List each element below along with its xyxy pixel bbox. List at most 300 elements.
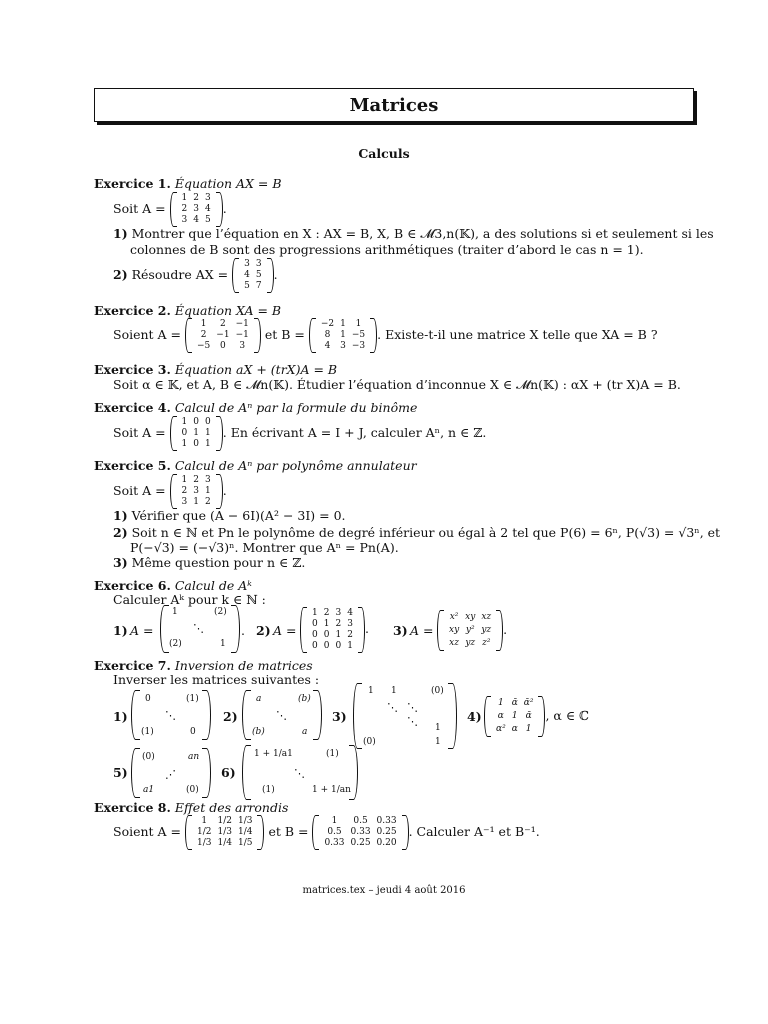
matrix-entry: 1 <box>323 618 330 629</box>
matrix-wrapper <box>437 610 503 651</box>
right-paren <box>216 416 223 451</box>
matrix-entry: 1 <box>368 686 374 696</box>
matrix-entry: −1 <box>235 319 249 329</box>
matrix-entry: 3 <box>244 259 250 269</box>
right-paren <box>402 815 409 850</box>
matrix-row <box>194 330 252 341</box>
question-number: 1) <box>113 508 128 523</box>
question-text: Montrer que l’équation en X : AX = B, X, B ∈ 𝓜3,n(𝕂), a des solutions si et seulement si les <box>131 226 714 241</box>
matrix-entry: 0 <box>193 417 200 427</box>
matrix-row <box>318 319 368 330</box>
matrix-entry: −5 <box>351 330 366 340</box>
matrix-row <box>241 259 264 270</box>
matrix-ex7-1 <box>131 690 211 740</box>
question-text: Vérifier que (A − 6I)(A² − 3I) = 0. <box>131 508 346 523</box>
matrix-A <box>185 318 261 353</box>
matrix-entry: an <box>188 752 200 762</box>
matrix-entry: 4 <box>205 204 211 214</box>
matrix-entry: a <box>256 694 262 704</box>
matrix-entry: 1 <box>172 607 178 617</box>
matrix-row <box>241 270 264 281</box>
question-text: Même question pour n ∈ ℤ. <box>131 555 306 570</box>
exercise-topic: Équation XA = B <box>174 303 282 318</box>
soit-label: Soit A = <box>113 425 166 440</box>
matrix-entry: yz <box>481 625 492 635</box>
matrix-entry: −1 <box>216 330 230 340</box>
matrix-table <box>321 816 399 849</box>
matrix-row <box>446 611 494 624</box>
matrix-entry: 3 <box>239 341 246 351</box>
matrix-entry: 1 <box>355 319 362 329</box>
matrix-entry: 1 <box>435 737 441 747</box>
exercise-topic: Équation aX + (trX)A = B <box>174 362 338 377</box>
matrix-entry: 1/3 <box>237 816 253 826</box>
part-number: 6) <box>221 765 236 780</box>
matrix-entry: a <box>302 727 308 737</box>
matrix-entry: 1 <box>347 640 353 651</box>
exercise-topic: Calcul de Aⁿ par polynôme annulateur <box>174 458 417 473</box>
exercise-1-matrix-line: Soit A = 1 2 3 2 3 4 3 4 5 . <box>113 193 227 225</box>
matrix-entry: 4 <box>193 215 200 225</box>
matrix-A <box>170 416 223 451</box>
matrix-row <box>194 816 255 827</box>
exercise-3-text: Soit α ∈ 𝕂, et A, B ∈ 𝓜n(𝕂). Étudier l’équation d’inconnue X ∈ 𝓜n(𝕂) : αX + (tr X)A = B. <box>113 377 681 392</box>
matrix-entry: 0 <box>312 629 318 640</box>
matrix-entry: 1 <box>193 428 200 438</box>
matrix-row <box>493 710 536 723</box>
matrix-row <box>318 341 368 352</box>
matrix-ex6-1 <box>160 605 240 653</box>
matrix-entry: 0 <box>190 727 196 737</box>
left-paren <box>242 690 251 740</box>
matrix-entry: (2) <box>214 607 227 617</box>
matrix-row <box>321 816 399 827</box>
matrix-entry: 5 <box>205 215 211 225</box>
matrix-entry: 3 <box>205 193 211 203</box>
part-number: 3) <box>332 709 347 724</box>
matrix-entry: 0.25 <box>350 838 371 848</box>
left-paren <box>185 815 192 850</box>
matrix-ex7-2 <box>242 690 322 740</box>
matrix-wrapper <box>300 607 365 653</box>
matrix-entry: 2 <box>181 204 188 214</box>
matrix-B <box>309 318 377 353</box>
matrix-entry: y² <box>465 625 475 635</box>
matrix-entry: 5 <box>244 281 250 291</box>
matrix-table <box>179 193 214 226</box>
matrix-entry: 5 <box>255 270 262 280</box>
title-box <box>94 88 694 122</box>
exercise-label: Exercice 8. <box>94 800 171 815</box>
matrix-row <box>179 193 214 204</box>
matrix-row <box>194 827 255 838</box>
left-paren <box>170 416 177 451</box>
matrix-entry: 1 + 1/a1 <box>254 749 293 759</box>
matrix-entry: 0 <box>312 618 318 629</box>
matrix-entry: 4 <box>324 341 331 351</box>
matrix-rhs <box>232 258 273 293</box>
part-number: 4) <box>467 709 482 724</box>
matrix-entry: 0.33 <box>350 827 371 837</box>
left-paren <box>309 318 316 353</box>
matrix-entry: 0.5 <box>353 816 368 826</box>
matrix-entry: 2 <box>193 475 200 485</box>
matrix-entry: 1 <box>391 686 397 696</box>
matrix-row <box>318 330 368 341</box>
left-paren <box>484 696 491 737</box>
matrix-entry: 1/3 <box>197 838 212 848</box>
matrix-entry: 0 <box>312 640 318 651</box>
matrix-entry: 1 <box>201 816 208 826</box>
exercise-8-statement <box>113 812 540 852</box>
matrix-entry: 1 <box>181 417 188 427</box>
exercise-label: Exercice 4. <box>94 400 171 415</box>
right-paren <box>448 683 457 749</box>
exercise-1-q1-line1 <box>113 226 714 241</box>
matrix-table <box>179 417 214 450</box>
matrix-table <box>194 319 252 352</box>
matrix-table <box>309 608 356 652</box>
soit-label: Soit A = <box>113 201 166 216</box>
matrix-entry: xy <box>465 612 476 622</box>
question-text: . Existe-t-il une matrice X telle que XA = B ? <box>377 327 658 342</box>
soient-label: Soient A = <box>113 327 182 342</box>
matrix-table <box>194 816 255 849</box>
matrix-entry: 2 <box>200 330 207 340</box>
matrix-entry: 1 <box>220 639 226 649</box>
document-title: Matrices <box>349 94 439 116</box>
matrix-entry: z² <box>482 638 491 648</box>
right-paren <box>496 610 503 651</box>
equation-label: A = <box>273 623 297 638</box>
matrix-entry: 1 <box>525 724 532 734</box>
matrix-row <box>321 827 399 838</box>
left-paren <box>131 748 140 798</box>
matrix-entry: 4 <box>347 607 353 618</box>
exercise-4-statement <box>113 414 486 451</box>
matrix-entry: 1 <box>511 711 518 721</box>
matrix-entry: (b) <box>298 694 311 704</box>
matrix-entry: (1) <box>326 749 339 759</box>
matrix-entry: 1 <box>181 475 188 485</box>
matrix-entry: (1) <box>262 785 275 795</box>
matrix-entry: 1/4 <box>237 827 253 837</box>
matrix-entry: 1 <box>200 319 207 329</box>
question-number: 2) <box>113 267 128 282</box>
matrix-row <box>493 697 536 710</box>
matrix-ex7-6 <box>242 745 358 800</box>
matrix-entry: ⋰ <box>165 768 176 781</box>
matrix-entry: (0) <box>142 752 155 762</box>
matrix-entry: 2 <box>323 607 330 618</box>
exercise-5-q2-line2: P(−√3) = (−√3)ⁿ. Montrer que Aⁿ = Pn(A). <box>130 540 399 555</box>
matrix-entry: (1) <box>141 727 154 737</box>
matrix-entry: 1 <box>340 330 346 340</box>
matrix-entry: 0 <box>323 640 330 651</box>
left-paren <box>185 318 192 353</box>
matrix-entry: 0.33 <box>376 816 397 826</box>
matrix-row <box>179 215 214 226</box>
matrix-row <box>179 497 214 508</box>
right-paren <box>254 318 261 353</box>
matrix-entry: 3 <box>181 497 188 507</box>
matrix-row <box>179 428 214 439</box>
matrix-entry: −5 <box>197 341 211 351</box>
matrix-entry: ⋱ <box>193 622 204 635</box>
matrix-entry: −2 <box>320 319 335 329</box>
matrix-entry: ⋱ <box>165 709 176 722</box>
matrix-entry: 1/2 <box>217 816 232 826</box>
matrix-A <box>185 815 264 850</box>
matrix-entry: 1/4 <box>217 838 232 848</box>
right-paren <box>257 815 264 850</box>
matrix-row <box>241 281 264 292</box>
exercise-6-header <box>94 578 252 593</box>
part-number: 3) <box>393 623 408 638</box>
exercise-topic: Effet des arrondis <box>174 800 289 815</box>
matrix-entry: 0.20 <box>376 838 397 848</box>
matrix-entry: 0 <box>205 417 211 427</box>
equation-label: A = <box>410 623 434 638</box>
matrix-table <box>241 259 264 292</box>
et-label: et B = <box>264 327 305 342</box>
matrix-entry: 0 <box>335 640 342 651</box>
matrix-entry: α <box>511 724 518 734</box>
matrix-entry: 3 <box>193 486 200 496</box>
matrix-entry: 0 <box>323 629 330 640</box>
matrix-entry: 1 <box>331 816 338 826</box>
matrix-row <box>194 341 252 352</box>
right-paren <box>313 690 322 740</box>
exercise-topic: Équation AX = B <box>174 176 282 191</box>
exercise-4-header <box>94 400 417 415</box>
exercise-5-q2-line1 <box>113 525 720 540</box>
left-paren <box>170 192 177 227</box>
left-paren <box>312 815 319 850</box>
page-footer: matrices.tex – jeudi 4 août 2016 <box>302 885 466 896</box>
exercise-label: Exercice 3. <box>94 362 171 377</box>
matrix-entry: 1 + 1/an <box>312 785 351 795</box>
matrix-entry: (0) <box>186 785 199 795</box>
exercise-3-header <box>94 362 337 377</box>
matrix-entry: a1 <box>143 785 155 795</box>
left-paren <box>170 474 177 509</box>
matrix-entry: 1/5 <box>237 838 253 848</box>
period: . <box>241 623 245 638</box>
left-paren <box>242 745 251 800</box>
matrix-entry: 0.5 <box>327 827 342 837</box>
exercise-6-intro: Calculer Aᵏ pour k ∈ ℕ : <box>113 592 266 607</box>
left-paren <box>300 607 307 653</box>
matrix-entry: 2 <box>335 618 342 629</box>
matrix-entry: 0.33 <box>324 838 345 848</box>
left-paren <box>232 258 239 293</box>
right-paren <box>267 258 274 293</box>
matrix-row <box>179 475 214 486</box>
right-paren <box>216 192 223 227</box>
matrix-entry: xz <box>449 638 459 648</box>
exercise-topic: Inversion de matrices <box>174 658 313 673</box>
part-number: 2) <box>223 709 238 724</box>
matrix-row <box>309 619 356 630</box>
matrix-entry: xy <box>449 625 460 635</box>
right-paren <box>202 690 211 740</box>
left-paren <box>160 605 169 653</box>
matrix-entry: 7 <box>255 281 262 291</box>
et-label: et B = <box>268 824 309 839</box>
matrix-entry: x² <box>449 612 459 622</box>
question-number: 1) <box>113 226 128 241</box>
matrix-A <box>170 192 223 227</box>
matrix-entry: yz <box>465 638 476 648</box>
left-paren <box>131 690 140 740</box>
matrix-entry: 2 <box>193 193 200 203</box>
matrix-entry: 1 <box>497 698 504 708</box>
left-paren <box>353 683 362 749</box>
matrix-entry: 1 <box>340 319 346 329</box>
matrix-row <box>446 624 494 637</box>
right-paren <box>358 607 365 653</box>
matrix-entry: ⋱ <box>276 709 287 722</box>
exercise-5-header <box>94 458 417 473</box>
question-text: Résoudre AX = <box>131 267 229 282</box>
matrix-entry: 3 <box>181 215 188 225</box>
matrix-entry: ᾱ² <box>523 698 534 708</box>
matrix-entry: 1 <box>205 439 211 449</box>
matrix-row <box>493 723 536 736</box>
matrix-entry: ᾱ <box>511 698 518 708</box>
matrix-entry: 0 <box>145 694 151 704</box>
question-number: 3) <box>113 555 128 570</box>
matrix-wrapper <box>484 696 545 737</box>
matrix-entry: (0) <box>431 686 444 696</box>
matrix-entry: 1 <box>193 497 200 507</box>
condition-text: , α ∈ ℂ <box>545 708 589 723</box>
matrix-entry: −3 <box>351 341 366 351</box>
matrix-entry: α² <box>496 724 506 734</box>
exercise-label: Exercice 7. <box>94 658 171 673</box>
matrix-ex6-3: x² xy xz xy y² yz xz yz z² . <box>437 610 507 651</box>
right-paren <box>202 748 211 798</box>
matrix-table <box>179 475 214 508</box>
exercise-1-q2: 2) Résoudre AX = 3 3 4 5 5 7 . <box>113 259 278 291</box>
matrix-row <box>446 637 494 650</box>
matrix-entry: ⋱ <box>294 767 305 780</box>
matrix-entry: α <box>497 711 504 721</box>
matrix-entry: 2 <box>220 319 226 329</box>
matrix-entry: 0 <box>181 428 188 438</box>
statement-text: . Calculer A⁻¹ et B⁻¹. <box>408 824 540 839</box>
matrix-ex7-5 <box>131 748 211 798</box>
matrix-entry: (1) <box>186 694 199 704</box>
matrix-entry: 1 <box>205 486 211 496</box>
matrix-entry: −1 <box>235 330 249 340</box>
matrix-table <box>493 697 536 736</box>
equation-label: A = <box>130 623 154 638</box>
matrix-B <box>312 815 408 850</box>
exercise-5-statement: Soit A = 1 2 3 2 3 1 3 1 2 . <box>113 475 227 507</box>
matrix-entry: 3 <box>255 259 262 269</box>
matrix-table <box>318 319 368 352</box>
exercise-label: Exercice 6. <box>94 578 171 593</box>
matrix-entry: 2 <box>205 497 211 507</box>
matrix-entry: 3 <box>340 341 346 351</box>
matrix-entry: 1 <box>181 439 188 449</box>
matrix-entry: ⋱ <box>407 715 418 728</box>
matrix-row <box>179 417 214 428</box>
matrix-entry: 3 <box>335 607 342 618</box>
exercise-1-header <box>94 176 282 191</box>
matrix-entry: 0.25 <box>376 827 397 837</box>
exercise-label: Exercice 2. <box>94 303 171 318</box>
matrix-entry: 1 <box>312 607 318 618</box>
matrix-entry: 8 <box>324 330 331 340</box>
matrix-row <box>309 641 356 652</box>
part-number: 1) <box>113 709 128 724</box>
statement-text: . En écrivant A = I + J, calculer Aⁿ, n ∈ ℤ. <box>222 425 487 440</box>
matrix-entry: 1 <box>335 629 342 640</box>
exercise-7-intro: Inverser les matrices suivantes : <box>113 672 320 687</box>
matrix-row <box>309 608 356 619</box>
matrix-entry: 2 <box>181 486 188 496</box>
right-paren <box>216 474 223 509</box>
matrix-A <box>170 474 223 509</box>
matrix-entry: 1 <box>181 193 188 203</box>
right-paren <box>231 605 240 653</box>
exercise-7-header <box>94 658 313 673</box>
matrix-entry: ⋱ <box>387 701 398 714</box>
exercise-5-q1 <box>113 508 346 523</box>
matrix-row <box>194 319 252 330</box>
left-paren <box>437 610 444 651</box>
matrix-entry: ⋱ <box>407 701 418 714</box>
matrix-row <box>179 204 214 215</box>
soient-label: Soient A = <box>113 824 182 839</box>
soit-label: Soit A = <box>113 483 166 498</box>
matrix-table <box>446 611 494 650</box>
matrix-entry: 2 <box>347 629 353 640</box>
matrix-entry: 0 <box>193 439 200 449</box>
matrix-row <box>179 439 214 450</box>
matrix-entry: ᾱ <box>525 711 532 721</box>
matrix-entry: 3 <box>193 204 200 214</box>
matrix-entry: 1/2 <box>197 827 212 837</box>
part-number: 1) <box>113 623 128 638</box>
exercise-topic: Calcul de Aⁿ par la formule du binôme <box>174 400 418 415</box>
question-text: Soit n ∈ ℕ et Pn le polynôme de degré inférieur ou égal à 2 tel que P(6) = 6ⁿ, P(√3) = √3ⁿ, et <box>131 525 721 540</box>
question-number: 2) <box>113 525 128 540</box>
matrix-ex7-3 <box>353 683 457 749</box>
matrix-entry: 3 <box>205 475 211 485</box>
matrix-entry: (0) <box>363 737 376 747</box>
matrix-entry: (b) <box>252 727 265 737</box>
exercise-5-q3 <box>113 555 305 570</box>
exercise-2-statement <box>113 316 658 353</box>
part-number: 2) <box>256 623 271 638</box>
matrix-row <box>179 486 214 497</box>
matrix-ex7-4-line <box>484 696 589 737</box>
exercise-label: Exercice 5. <box>94 458 171 473</box>
matrix-entry: 0 <box>220 341 226 351</box>
matrix-entry: 4 <box>244 270 250 280</box>
section-heading: Calculs <box>358 146 410 161</box>
part-number: 5) <box>113 765 128 780</box>
matrix-row <box>321 838 399 849</box>
matrix-entry: (2) <box>169 639 182 649</box>
exercise-1-q1-line2: colonnes de B sont des progressions arithmétiques (traiter d’abord le cas n = 1). <box>130 242 644 257</box>
matrix-entry: 1/3 <box>217 827 232 837</box>
matrix-row <box>194 838 255 849</box>
